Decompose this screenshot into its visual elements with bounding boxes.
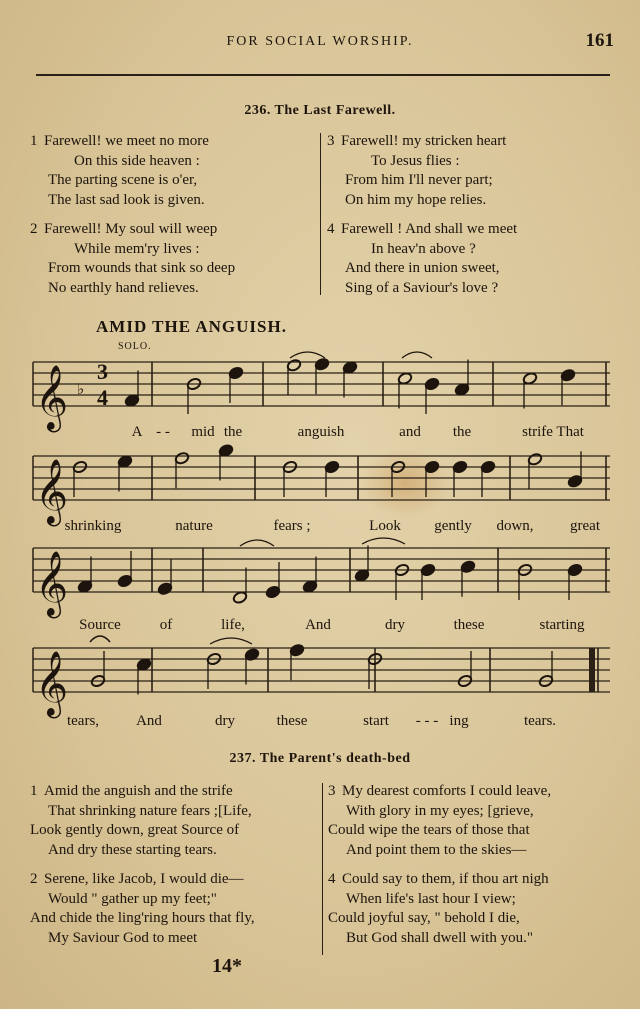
solo-marking: SOLO.	[118, 341, 152, 352]
verse-line: When life's last hour I view;	[346, 890, 516, 907]
verse-line: No earthly hand relieves.	[48, 279, 199, 296]
stanza-number: 2	[30, 871, 38, 887]
stanza	[30, 870, 255, 948]
verse-line: Would " gather up my feet;"	[48, 890, 217, 907]
lyric-syllable: And	[136, 713, 162, 729]
verse-line: My Saviour God to meet	[48, 929, 198, 946]
lyric-syllable: gently	[434, 518, 472, 534]
lyric-syllable: Look	[369, 518, 401, 534]
verse-line: The last sad look is given.	[48, 191, 205, 208]
verse-line: That shrinking nature fears ;[Life,	[48, 802, 252, 819]
stanza-number: 3	[328, 783, 336, 799]
lyric-syllable: these	[276, 713, 308, 729]
lyric-syllable: Source	[79, 617, 121, 633]
verse-line: On him my hope relies.	[345, 191, 487, 208]
verse-line: Farewell! we meet no more	[44, 133, 209, 149]
page-number: 161	[585, 30, 614, 51]
verse-line: From wounds that sink so deep	[48, 260, 236, 276]
lyric-syllable: starting	[539, 617, 585, 633]
lyric-syllable: - -	[156, 424, 170, 440]
slur	[362, 538, 405, 544]
lyric-syllable: start	[363, 713, 389, 729]
lyric-syllable: And	[305, 617, 331, 633]
lyric-syllable: dry	[215, 713, 235, 729]
verse-line: And there in union sweet,	[345, 260, 500, 276]
treble-clef-icon: 𝄞	[35, 551, 69, 616]
lyric-syllable: down,	[496, 518, 534, 534]
column-divider	[322, 783, 323, 955]
slur	[240, 540, 274, 546]
lyric-syllable: these	[453, 617, 485, 633]
verse-line: Farewell! my stricken heart	[341, 133, 507, 149]
verse-line: From him I'll never part;	[345, 172, 493, 188]
time-signature-top: 3	[97, 359, 108, 384]
lyric-syllable: the	[452, 424, 472, 440]
verse-line: And point them to the skies—	[346, 841, 527, 858]
verse-line: While mem'ry lives :	[74, 240, 200, 257]
time-signature-bottom: 4	[97, 385, 108, 410]
lyric-syllable: tears,	[66, 713, 100, 729]
lyric-syllable: nature	[175, 518, 213, 534]
running-header: FOR SOCIAL WORSHIP.	[226, 34, 414, 49]
verse-line: With glory in my eyes; [grieve,	[346, 802, 534, 819]
treble-clef-icon: 𝄞	[35, 459, 69, 524]
lyric-syllable: ing	[449, 713, 469, 729]
lyric-syllable: dry	[385, 617, 405, 633]
hymn-236-title: 236. The Last Farewell.	[244, 103, 396, 118]
treble-clef-icon	[35, 365, 68, 718]
verse-line: To Jesus flies :	[371, 152, 460, 169]
treble-clef-icon: 𝄞	[35, 651, 69, 716]
slur	[210, 638, 252, 644]
stanza-number: 4	[328, 871, 336, 887]
treble-clef-icon: 𝄞	[35, 365, 69, 430]
tune-title: AMID THE ANGUISH.	[96, 317, 287, 336]
verse-line: The parting scene is o'er,	[48, 172, 198, 188]
lyric-syllable: anguish	[297, 424, 345, 440]
lyric-syllable: A	[131, 424, 143, 440]
lyric-syllable: of	[159, 617, 173, 633]
verse-line: And chide the ling'ring hours that fly,	[30, 910, 255, 926]
stanza-number: 1	[30, 783, 38, 799]
verse-line: My dearest comforts I could leave,	[342, 783, 552, 799]
lyric-syllable: the	[223, 424, 243, 440]
lyric-syllable: and	[399, 424, 421, 440]
signature-mark: 14*	[212, 955, 242, 977]
verse-line: Amid the anguish and the strife	[44, 783, 233, 799]
verse-line: And dry these starting tears.	[48, 841, 217, 858]
stanza-number: 4	[327, 221, 335, 237]
lyric-syllable: shrinking	[64, 518, 122, 534]
verse-line: In heav'n above ?	[371, 240, 476, 257]
verse-line: Farewell! My soul will weep	[44, 221, 218, 237]
slur	[402, 352, 432, 358]
lyric-syllable: great	[570, 518, 600, 534]
lyric-syllable: tears.	[523, 713, 557, 729]
lyric-syllable: fears ;	[273, 518, 311, 534]
lyric-syllable: strife That	[522, 424, 584, 440]
verse-line: Farewell ! And shall we meet	[341, 221, 518, 237]
verse-line: Sing of a Saviour's love ?	[345, 279, 499, 296]
lyric-syllable: mid	[191, 424, 215, 440]
lyric-syllable: life,	[221, 617, 245, 633]
verse-line: Serene, like Jacob, I would die—	[44, 871, 244, 887]
hymn-237-left-column	[30, 782, 255, 958]
stanza-number: 1	[30, 133, 38, 149]
stanza	[30, 782, 255, 860]
stanza-number: 2	[30, 221, 38, 237]
flat-key-signature-icon: ♭	[77, 380, 85, 398]
stanza	[328, 870, 551, 948]
verse-line: But God shall dwell with you."	[346, 929, 533, 946]
hymn-237-right-column	[328, 782, 551, 958]
fermata-icon	[90, 636, 110, 642]
verse-line: Look gently down, great Source of	[30, 822, 240, 838]
verse-line: Could wipe the tears of those that	[328, 822, 530, 838]
stanza	[328, 782, 551, 860]
verse-line: Could say to them, if thou art nigh	[342, 871, 549, 887]
verse-line: Could joyful say, " behold I die,	[328, 910, 520, 926]
hymn-237-title: 237. The Parent's death-bed	[229, 751, 411, 766]
stanza-number: 3	[327, 133, 335, 149]
lyric-syllable: - - -	[415, 713, 439, 729]
slur	[290, 352, 325, 358]
verse-line: On this side heaven :	[74, 152, 200, 169]
